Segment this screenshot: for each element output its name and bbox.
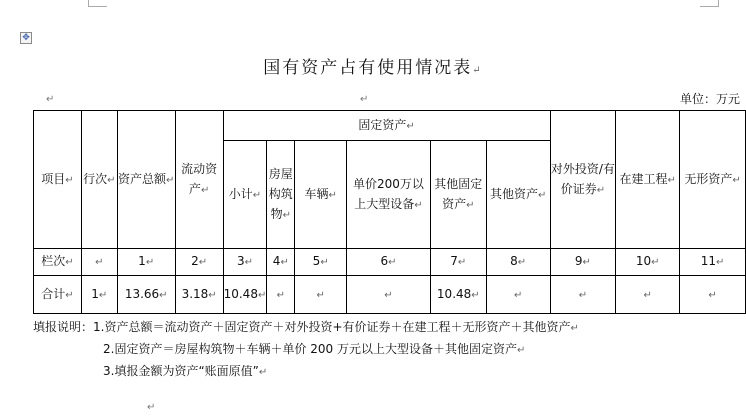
empty-cell: ↵ — [616, 276, 680, 314]
current-assets-value: 3.18↵ — [175, 276, 223, 314]
column-number: 5↵ — [295, 249, 347, 276]
empty-cell: ↵ — [295, 276, 347, 314]
paragraph-mark: ↵ — [147, 402, 156, 413]
empty-cell: ↵ — [486, 276, 550, 314]
page-title: 国有资产占有使用情况表↵ — [263, 58, 483, 78]
header-fixed-assets: 固定资产↵ — [223, 111, 550, 141]
column-number: 10↵ — [616, 249, 680, 276]
column-number: 7↵ — [430, 249, 486, 276]
header-construction: 在建工程↵ — [616, 111, 680, 249]
header-row-no: 行次↵ — [81, 111, 117, 249]
paragraph-mark: ↵ — [360, 94, 369, 105]
notes-line-2: 2.固定资产＝房屋构筑物＋车辆＋单价 200 万元以上大型设备＋其他固定资产↵ — [103, 342, 526, 356]
empty-cell: ↵ — [680, 276, 746, 314]
column-number: 1↵ — [117, 249, 175, 276]
header-current-assets: 流动资产↵ — [175, 111, 223, 249]
empty-cell: ↵ — [347, 276, 431, 314]
header-large-equipment: 单价200万以上大型设备↵ — [347, 141, 431, 249]
assets-table — [33, 110, 746, 314]
column-number: 4↵ — [267, 249, 295, 276]
header-buildings: 房屋构筑物↵ — [267, 141, 295, 249]
total-assets-value: 13.66↵ — [117, 276, 175, 314]
page-corner-mark-left — [88, 0, 107, 7]
notes-line-1: 填报说明：1.资产总额＝流动资产＋固定资产＋对外投资+有价证券＋在建工程＋无形资产＋其他资产↵ — [33, 320, 579, 334]
empty-cell: ↵ — [267, 276, 295, 314]
header-investments: 对外投资/有价证券↵ — [550, 111, 616, 249]
header-other-assets: 其他资产↵ — [486, 141, 550, 249]
notes-line-3: 3.填报金额为资产“账面原值”↵ — [103, 364, 268, 378]
header-vehicles: 车辆↵ — [295, 141, 347, 249]
other-fixed-value: 10.48↵ — [430, 276, 486, 314]
column-number: 8↵ — [486, 249, 550, 276]
column-number: 3↵ — [223, 249, 267, 276]
empty-cell: ↵ — [550, 276, 616, 314]
header-total-assets: 资产总额↵ — [117, 111, 175, 249]
header-subtotal: 小计↵ — [223, 141, 267, 249]
header-intangible: 无形资产↵ — [680, 111, 746, 249]
column-number: 6↵ — [347, 249, 431, 276]
paragraph-mark: ↵ — [46, 94, 55, 105]
column-row-empty: ↵ — [81, 249, 117, 276]
column-row-label: 栏次↵ — [34, 249, 82, 276]
header-item: 项目↵ — [34, 111, 82, 249]
unit-label: 单位：万元 — [679, 92, 740, 106]
header-other-fixed: 其他固定资产↵ — [430, 141, 486, 249]
page-corner-mark-right — [700, 0, 719, 7]
total-row-label: 合计↵ — [34, 276, 82, 314]
total-row-no: 1↵ — [81, 276, 117, 314]
subtotal-value: 10.48↵ — [223, 276, 267, 314]
column-number: 2↵ — [175, 249, 223, 276]
column-number: 11↵ — [680, 249, 746, 276]
table-move-handle-icon[interactable]: ✥ — [20, 32, 32, 44]
column-number: 9↵ — [550, 249, 616, 276]
